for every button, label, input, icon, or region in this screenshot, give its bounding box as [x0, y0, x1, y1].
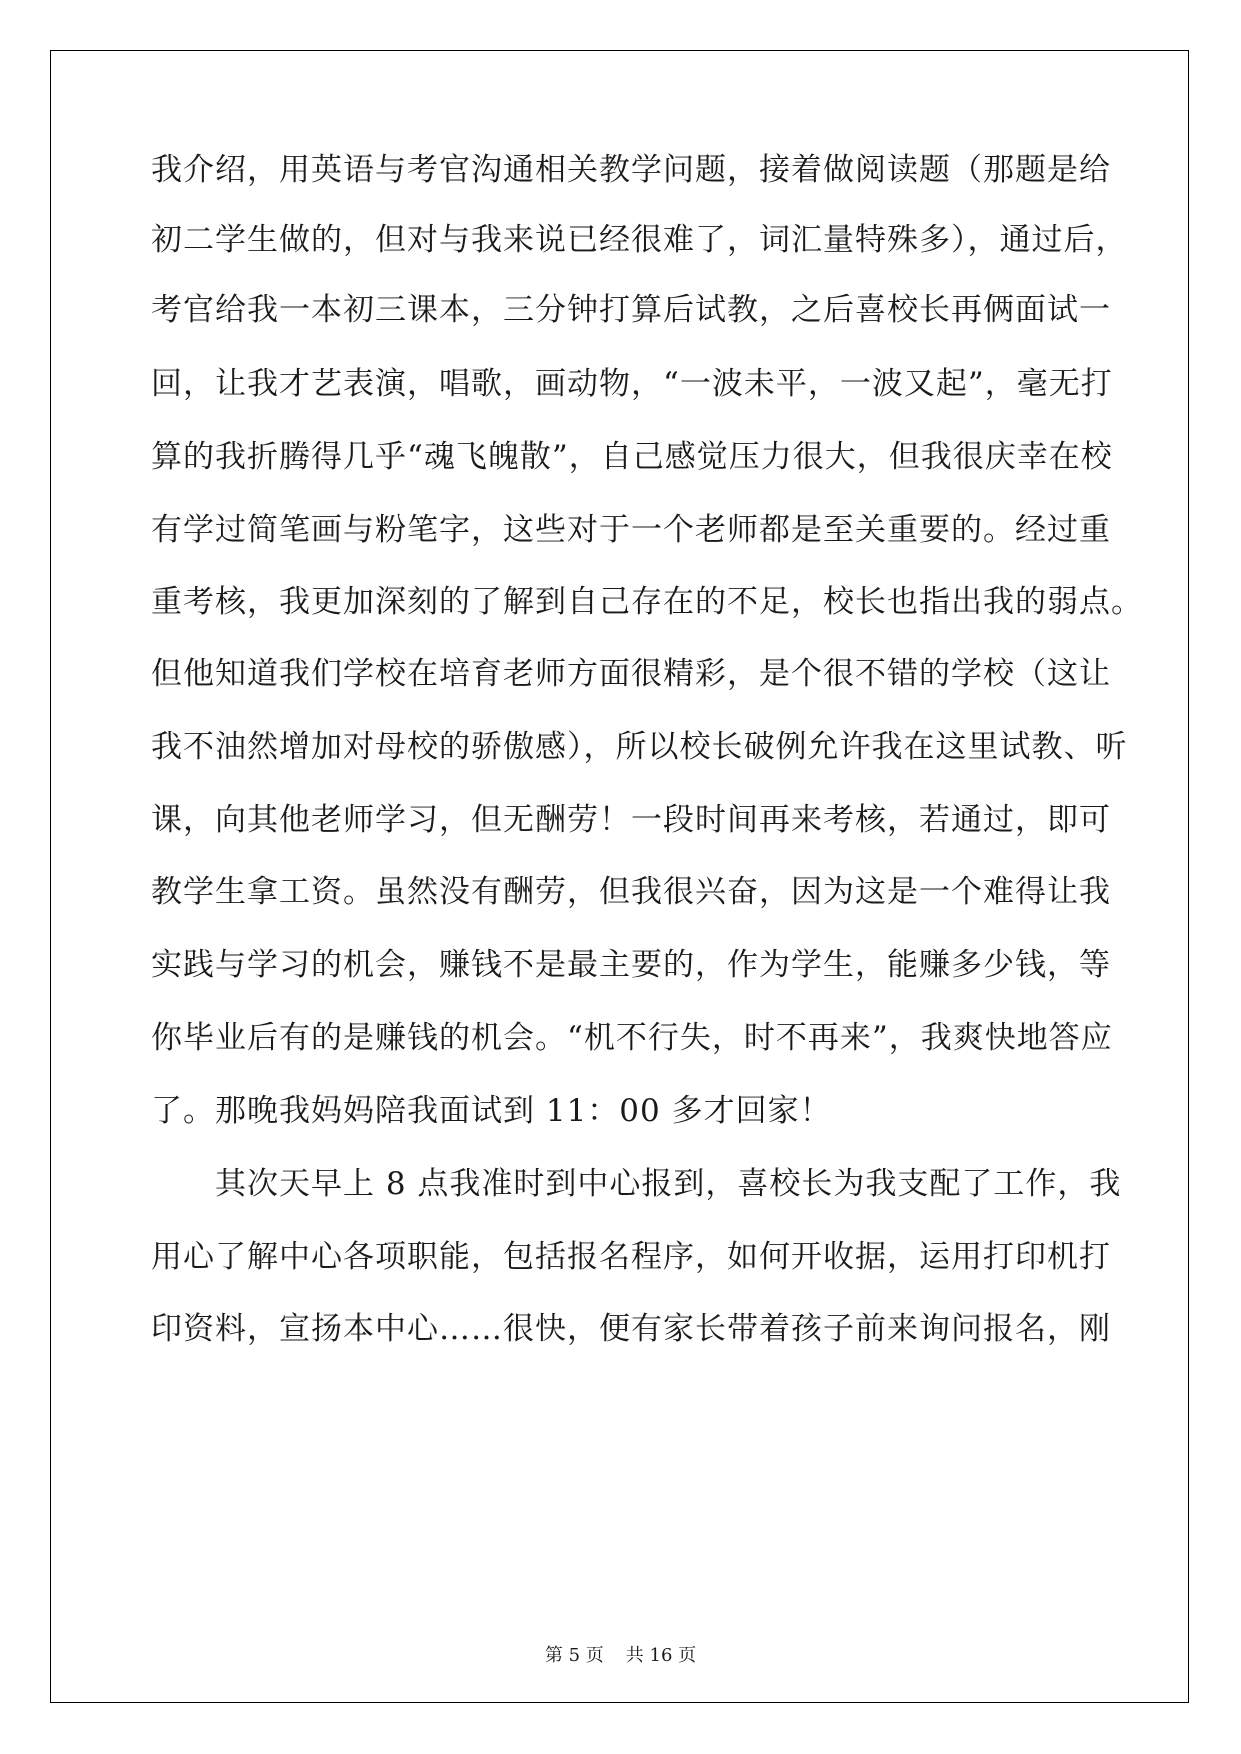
text-line: 回，让我才艺表演，唱歌，画动物，“一波未平，一波又起”，毫无打	[151, 366, 1113, 402]
text-line: 考官给我一本初三课本，三分钟打算后试教，之后喜校长再俩面试一	[151, 292, 1111, 328]
text-line: 初二学生做的，但对与我来说已经很难了，词汇量特殊多），通过后，	[151, 222, 1128, 258]
text-line: 课，向其他老师学习，但无酬劳！一段时间再来考核，若通过，即可	[151, 802, 1111, 838]
page-footer	[0, 1641, 1241, 1667]
page-number: 第 5 页	[544, 1645, 604, 1666]
text-line: 你毕业后有的是赚钱的机会。“机不行失，时不再来”，我爽快地答应	[151, 1020, 1113, 1056]
text-line: 但他知道我们学校在培育老师方面很精彩，是个很不错的学校（这让	[151, 656, 1111, 692]
text-line: 我介绍，用英语与考官沟通相关教学问题，接着做阅读题（那题是给	[151, 152, 1111, 188]
text-line: 用心了解中心各项职能，包括报名程序，如何开收据，运用打印机打	[151, 1239, 1111, 1275]
text-line: 重考核，我更加深刻的了解到自己存在的不足，校长也指出我的弱点。	[151, 584, 1143, 620]
text-line: 有学过简笔画与粉笔字，这些对于一个老师都是至关重要的。经过重	[151, 512, 1111, 548]
page-total: 共 16 页	[625, 1645, 697, 1666]
text-line: 我不油然增加对母校的骄傲感），所以校长破例允许我在这里试教、听	[151, 729, 1128, 765]
text-line: 了。那晚我妈妈陪我面试到 11：00 多才回家！	[151, 1093, 832, 1129]
text-line: 实践与学习的机会，赚钱不是最主要的，作为学生，能赚多少钱，等	[151, 947, 1111, 983]
text-line-indented: 其次天早上 8 点我准时到中心报到，喜校长为我支配了工作，我	[215, 1166, 1122, 1202]
text-line: 印资料，宣扬本中心……很快，便有家长带着孩子前来询问报名，刚	[151, 1311, 1111, 1347]
text-line: 教学生拿工资。虽然没有酬劳，但我很兴奋，因为这是一个难得让我	[151, 874, 1111, 910]
text-line: 算的我折腾得几乎“魂飞魄散”，自己感觉压力很大，但我很庆幸在校	[151, 439, 1113, 475]
